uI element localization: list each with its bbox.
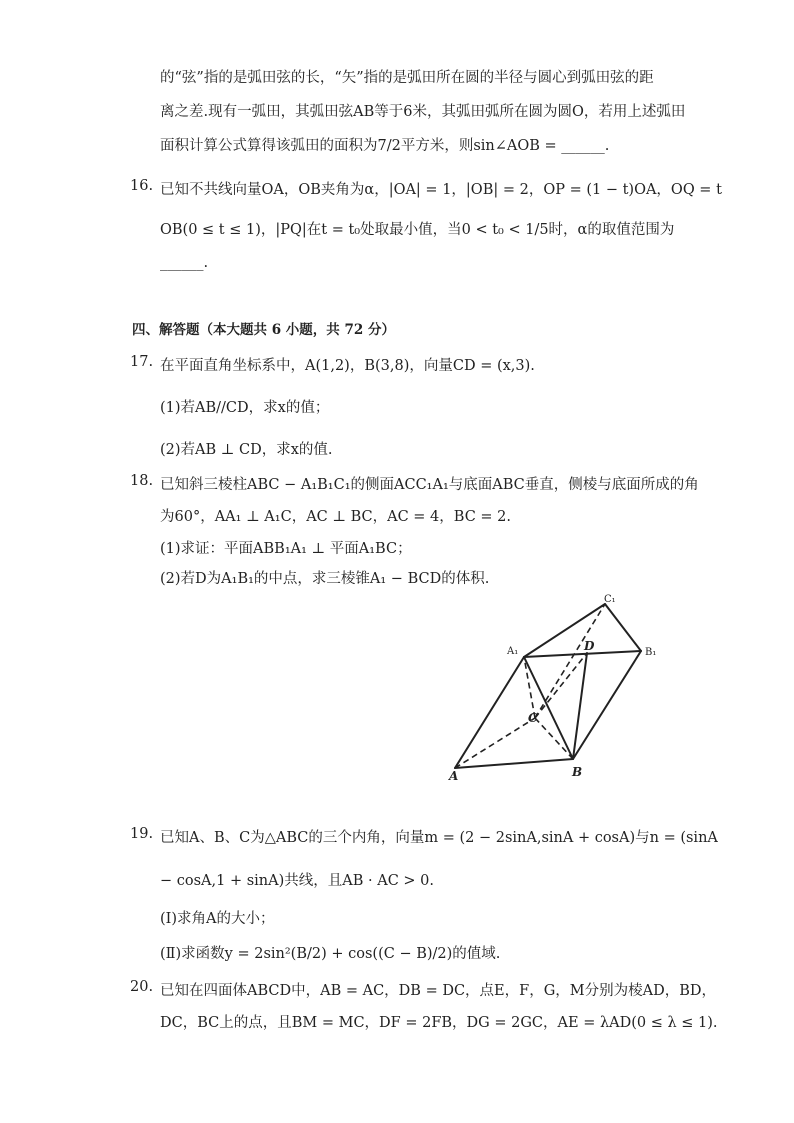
- p16-line3: ______.: [160, 255, 209, 271]
- p20-line1: 已知在四面体ABCD中，AB = AC，DB = DC，点E，F，G，M分别为棱AD，BD，: [160, 983, 716, 999]
- p18-line4: (2)若D为A₁B₁的中点，求三棱锥A₁ − BCD的体积.: [160, 571, 490, 587]
- edge-a-a1: [455, 657, 524, 768]
- label-b: B: [572, 765, 583, 779]
- label-d: D: [584, 639, 595, 653]
- prism-figure: [440, 590, 680, 790]
- p19-line3: (Ⅰ)求角A的大小；: [160, 911, 275, 927]
- p16-line1: 已知不共线向量OA，OB夹角为α，|OA| = 1，|OB| = 2，OP = (1 − t)OA，OQ = t: [160, 182, 722, 198]
- label-a1: A₁: [507, 646, 519, 657]
- p16-number: 16.: [130, 178, 154, 194]
- edge-b1-b: [573, 651, 641, 759]
- p17-number: 17.: [130, 354, 154, 370]
- label-a: A: [449, 769, 459, 783]
- edge-c-c1: [535, 604, 605, 718]
- edge-a-c: [455, 718, 535, 768]
- p18-number: 18.: [130, 473, 154, 489]
- p18-line2: 为60°，AA₁ ⊥ A₁C，AC ⊥ BC，AC = 4，BC = 2.: [160, 509, 512, 525]
- p15-line1: 的“弦”指的是弧田弦的长，“矢”指的是弧田所在圆的半径与圆心到弧田弦的距: [160, 70, 654, 86]
- p19-line1: 已知A、B、C为△ABC的三个内角，向量m = (2 − 2sinA,sinA + cosA)与n = (sinA: [160, 830, 718, 846]
- p20-line2: DC，BC上的点，且BM = MC，DF = 2FB，DG = 2GC，AE = λAD(0 ≤ λ ≤ 1).: [160, 1015, 718, 1031]
- section-header: 四、解答题（本大题共 6 小题，共 72 分）: [132, 322, 395, 338]
- edge-a-b: [455, 759, 573, 768]
- p16-line2: OB(0 ≤ t ≤ 1)，|PQ|在t = t₀处取最小值，当0 < t₀ < 1/5时，α的取值范围为: [160, 222, 675, 238]
- edge-a1-b1: [524, 651, 641, 657]
- p17-line1: 在平面直角坐标系中，A(1,2)，B(3,8)，向量CD = (x,3).: [160, 358, 535, 374]
- edge-c1-b1: [605, 604, 641, 651]
- p18-line1: 已知斜三棱柱ABC − A₁B₁C₁的侧面ACC₁A₁与底面ABC垂直，侧棱与底面所成的角: [160, 477, 699, 493]
- p17-line3: (2)若AB ⊥ CD，求x的值.: [160, 442, 333, 458]
- p18-line3: (1)求证：平面ABB₁A₁ ⊥ 平面A₁BC；: [160, 541, 412, 557]
- p15-line3: 面积计算公式算得该弧田的面积为7/2平方米，则sin∠AOB = ______.: [160, 138, 610, 154]
- p17-line2: (1)若AB//CD，求x的值；: [160, 400, 330, 416]
- p19-line2: − cosA,1 + sinA)共线，且AB · AC > 0.: [160, 873, 434, 889]
- p15-line2: 离之差.现有一弧田，其弧田弦AB等于6米，其弧田弧所在圆为圆O，若用上述弧田: [160, 104, 686, 120]
- p19-number: 19.: [130, 826, 154, 842]
- p20-number: 20.: [130, 979, 154, 995]
- edge-a1-b: [524, 657, 573, 759]
- label-c: C: [528, 711, 538, 725]
- label-b1: B₁: [645, 647, 657, 658]
- label-c1: C₁: [604, 594, 616, 605]
- edge-c-b: [535, 718, 573, 759]
- p19-line4: (Ⅱ)求函数y = 2sin²(B/2) + cos((C − B)/2)的值域.: [160, 946, 501, 962]
